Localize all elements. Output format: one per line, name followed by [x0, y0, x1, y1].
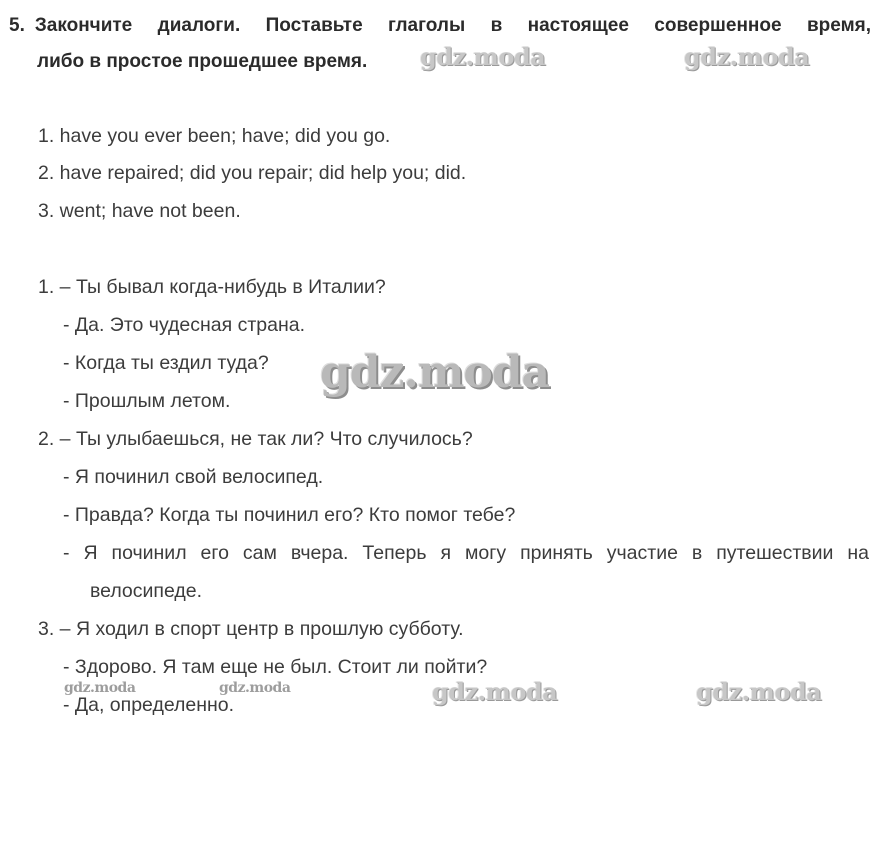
dialogue-line: - Я починил свой велосипед.	[63, 466, 324, 488]
dialogue-line: - Прошлым летом.	[63, 390, 231, 412]
answer-line-3: 3. went; have not been.	[38, 200, 241, 222]
watermark: gdz.moda	[219, 680, 291, 696]
dialogue-line: - Здорово. Я там еще не был. Стоит ли пойти?	[63, 656, 488, 678]
watermark: gdz.moda	[420, 42, 546, 71]
answer-line-1: 1. have you ever been; have; did you go.	[38, 125, 391, 147]
watermark: gdz.moda	[432, 677, 558, 706]
dialogue-line: - Да. Это чудесная страна.	[63, 314, 306, 336]
dialogue-line: 3. – Я ходил в спорт центр в прошлую субботу.	[38, 618, 464, 640]
dialogue-line: - Когда ты ездил туда?	[63, 352, 269, 374]
dialogue-line: велосипеде.	[90, 580, 203, 602]
watermark: gdz.moda	[696, 677, 822, 706]
dialogue-line: 1. – Ты бывал когда-нибудь в Италии?	[38, 276, 386, 298]
dialogue-line	[63, 541, 869, 565]
task-title-line1: Закончите диалоги. Поставьте глаголы в настоящее совершенное время,	[34, 15, 871, 36]
watermark: gdz.moda	[64, 680, 136, 696]
dialogue-line: 2. – Ты улыбаешься, не так ли? Что случилось?	[38, 428, 473, 450]
watermark: gdz.moda	[320, 347, 550, 398]
dialogue-line-text: - Я починил его сам вчера. Теперь я могу принять участие в путешествии на	[63, 542, 869, 564]
watermark: gdz.moda	[684, 42, 810, 71]
task-number: 5.	[9, 15, 25, 36]
answer-line-2: 2. have repaired; did you repair; did help you; did.	[38, 162, 467, 184]
task-title-line2: либо в простое прошедшее время.	[37, 51, 368, 72]
dialogue-line: - Правда? Когда ты починил его? Кто помог тебе?	[63, 504, 516, 526]
dialogue-line: - Да, определенно.	[63, 694, 235, 716]
